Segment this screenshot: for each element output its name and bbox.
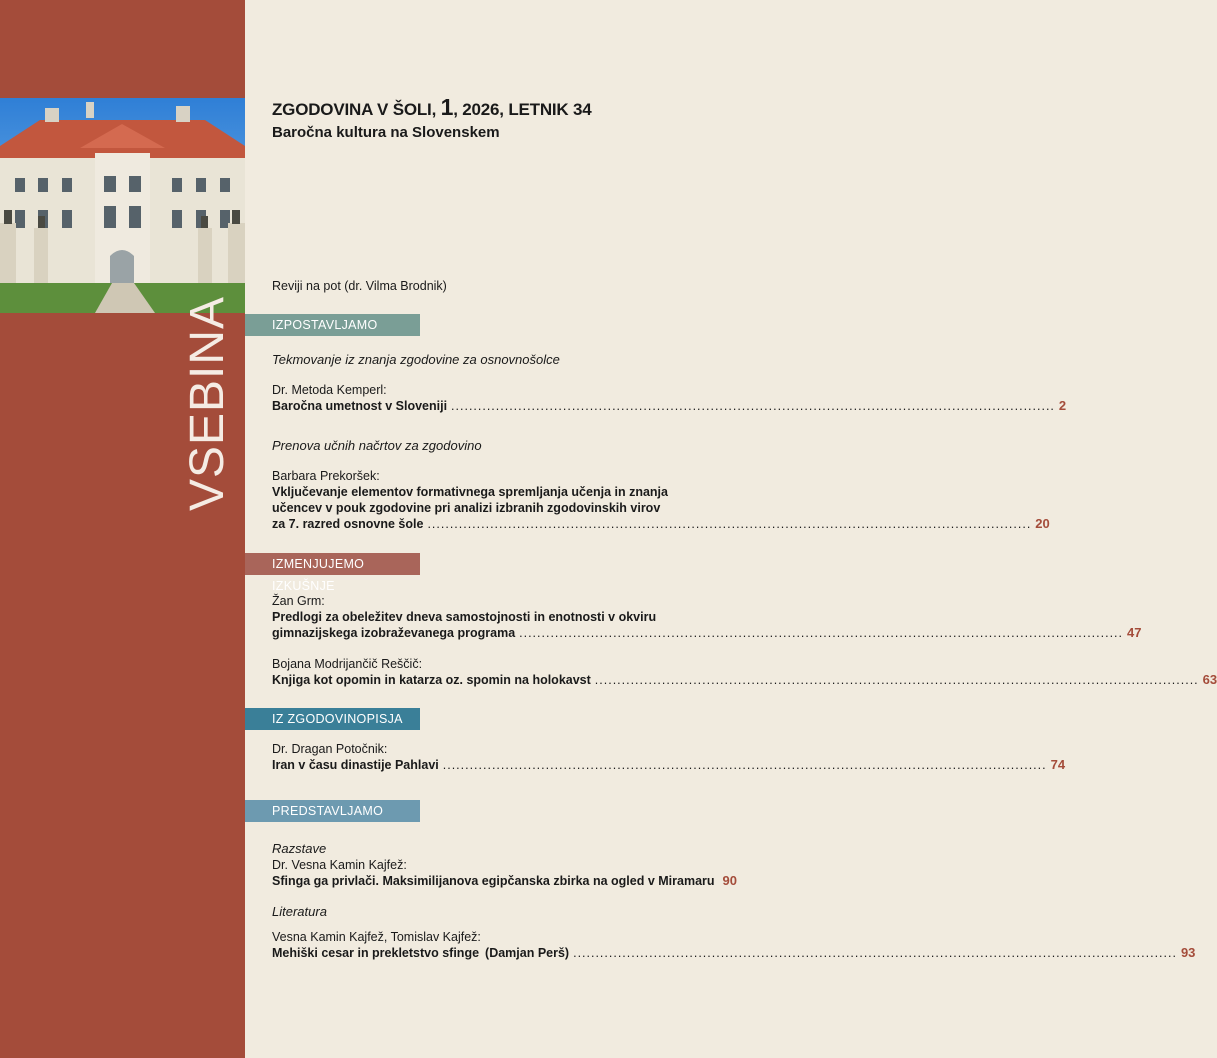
issue-number: 1 [440, 94, 454, 120]
entry-author: Vesna Kamin Kajfež, Tomislav Kajfež: [272, 930, 481, 944]
leader-dots: ....................................................................................................................................... [519, 626, 1123, 640]
entry-title: Sfinga ga privlači. Maksimilijanova egipčanska zbirka na ogled v Miramaru [272, 874, 715, 888]
leader-dots: ....................................................................................................................................... [427, 517, 1032, 531]
entry-author: Žan Grm: [272, 594, 325, 608]
intro-entry: Reviji na pot (dr. Vilma Brodnik) [272, 279, 447, 293]
entry-page: 93 [1180, 945, 1196, 960]
entry-title: Knjiga kot opomin in katarza oz. spomin na holokavst [272, 673, 591, 687]
entry-author: Dr. Metoda Kemperl: [272, 383, 387, 397]
section-band-iz-zgodovinopisja: IZ ZGODOVINOPISJA [245, 708, 420, 730]
entry-page: 90 [722, 873, 737, 888]
leader-dots: ....................................................................................................................................... [594, 673, 1199, 687]
entry-title: Baročna umetnost v Sloveniji [272, 399, 448, 413]
leader-dots: ....................................................................................................................................... [573, 946, 1177, 960]
entry-author: Bojana Modrijančič Reščič: [272, 657, 423, 671]
issue-theme: Baročna kultura na Slovenskem [272, 124, 500, 141]
entry-title: Iran v času dinastije Pahlavi [272, 758, 439, 772]
entry-author: Dr. Dragan Potočnik: [272, 742, 388, 756]
entry-author: Dr. Vesna Kamin Kajfež: [272, 858, 407, 872]
subsection-heading: Razstave [272, 841, 327, 856]
leader-dots: ....................................................................................................................................... [442, 758, 1047, 772]
toc-entry[interactable] [272, 656, 1217, 688]
contents-vertical-title: VSEBINA [181, 295, 234, 511]
entry-author: Barbara Prekoršek: [272, 469, 380, 483]
baroque-castle-photo [0, 98, 245, 313]
toc-entry[interactable] [272, 382, 1067, 414]
toc-entry[interactable] [272, 857, 737, 889]
journal-issue-line: ZGODOVINA V ŠOLI, 1, 2026, LETNIK 34 [272, 94, 592, 120]
journal-header [272, 94, 592, 141]
entry-reviewer: (Damjan Perš) [485, 946, 570, 960]
toc-entry[interactable] [272, 741, 1066, 773]
section-band-izmenjujemo-izkusnje: IZMENJUJEMO IZKUŠNJE [245, 553, 420, 575]
entry-page: 74 [1050, 757, 1066, 772]
entry-title-line: Predlogi za obeležitev dneva samostojnosti in enotnosti v okviru [272, 610, 657, 624]
entry-page: 63 [1202, 672, 1217, 687]
entry-page: 2 [1058, 398, 1067, 413]
toc-entry[interactable] [272, 929, 1196, 961]
subsection-heading: Prenova učnih načrtov za zgodovino [272, 438, 482, 453]
entry-title-line: gimnazijskega izobraževanega programa [272, 626, 516, 640]
leader-dots: ....................................................................................................................................... [451, 399, 1055, 413]
entry-page: 47 [1126, 625, 1142, 640]
entry-title-line: učencev v pouk zgodovine pri analizi izbranih zgodovinskih virov [272, 501, 661, 515]
entry-title: Mehiški cesar in prekletstvo sfinge [272, 946, 480, 960]
subsection-heading: Literatura [272, 904, 327, 919]
toc-entry[interactable] [272, 593, 1142, 641]
entry-page: 20 [1035, 516, 1050, 531]
section-band-predstavljamo: PREDSTAVLJAMO [245, 800, 420, 822]
section-band-izpostavljamo: IZPOSTAVLJAMO [245, 314, 420, 336]
entry-title-line: Vključevanje elementov formativnega spremljanja učenja in znanja [272, 485, 668, 499]
entry-title-line: za 7. razred osnovne šole [272, 517, 424, 531]
toc-entry[interactable] [272, 468, 1050, 532]
subsection-heading: Tekmovanje iz znanja zgodovine za osnovnošolce [272, 352, 560, 367]
